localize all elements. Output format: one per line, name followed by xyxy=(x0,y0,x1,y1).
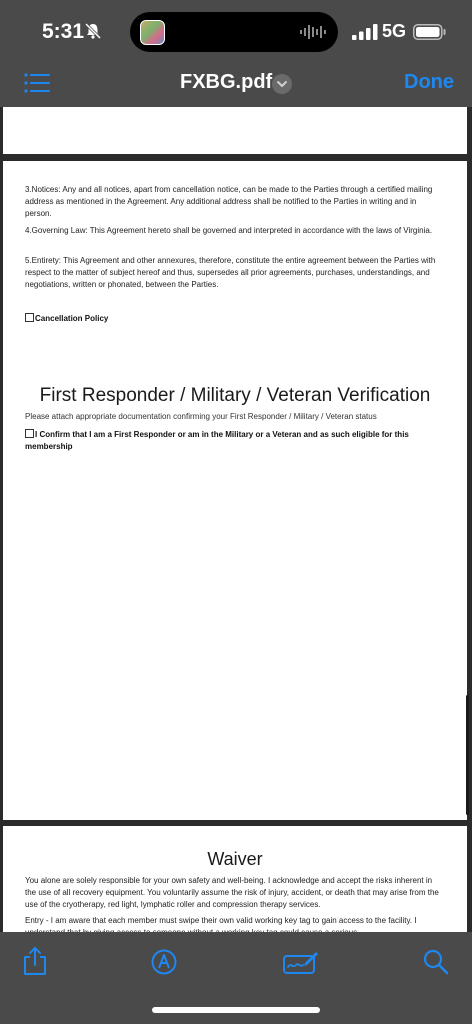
waiver-responsibility-paragraph: You alone are solely responsible for your own safety and well-being. I acknowledge and accept the risks inherent in the use of all recovery equipment. You voluntarily assume the risk of injury, accident, or death that may arise from the use of the cryotherapy, red light, lymphatic roller and compression therapy services. xyxy=(25,876,439,909)
done-button[interactable]: Done xyxy=(404,71,454,93)
search-icon[interactable] xyxy=(423,949,449,975)
waiver-entry-paragraph: Entry - I am aware that each member must swipe their own valid working key tag to gain access to the facility. I xyxy=(25,916,417,925)
entirety-paragraph: 5.Entirety: This Agreement and other annexures, therefore, constitute the entire agreement between the Parties with respect to the matter of subject hereof and thus, supersedes all prior agreements, purchases, understandings, and negotiations, written or phonated, between the Parties. xyxy=(25,256,436,289)
pdf-page-current xyxy=(3,161,467,820)
dynamic-island xyxy=(130,12,338,52)
verification-heading: First Responder / Military / Veteran Verification xyxy=(39,385,431,406)
pdf-page-next xyxy=(3,826,467,932)
confirm-status-row xyxy=(25,429,450,453)
cancellation-policy-row xyxy=(25,313,450,325)
document-title[interactable]: FXBG.pdf xyxy=(180,71,273,93)
scrollbar[interactable] xyxy=(466,695,469,815)
network-type: 5G xyxy=(382,21,407,41)
waiver-heading: Waiver xyxy=(207,849,263,869)
bell-slash-icon xyxy=(84,22,102,40)
battery-icon xyxy=(413,24,446,40)
confirm-status-checkbox[interactable] xyxy=(25,429,34,438)
waveform-icon xyxy=(300,25,326,39)
verification-instruction: Please attach appropriate documentation confirming your First Responder / Military / Veteran status xyxy=(25,412,377,421)
navigation-bar xyxy=(0,62,472,107)
governing-law-paragraph: 4.Governing Law: This Agreement hereto shall be governed and interpreted in accordance with the laws of Virginia. xyxy=(25,226,433,235)
markup-icon[interactable] xyxy=(151,949,177,975)
app-thumbnail-icon xyxy=(140,20,165,45)
status-time: 5:31 xyxy=(42,20,85,43)
cancellation-policy-checkbox[interactable] xyxy=(25,313,34,322)
notices-paragraph: 3.Notices: Any and all notices, apart from cancellation notice, can be made to the Parties through a certified mailing address as mentioned in the Agreement. Any additional address shall be notified to the Parties in writing and in person. xyxy=(25,185,433,218)
cancellation-policy-label: Cancellation Policy xyxy=(35,314,109,323)
signal-icon xyxy=(352,24,378,40)
confirm-status-label: I Confirm that I am a First Responder or am in the Military or a Veteran and as such eligible for this membership xyxy=(25,430,409,451)
home-indicator[interactable] xyxy=(152,1007,320,1013)
pdf-page-previous xyxy=(3,107,467,154)
share-icon[interactable] xyxy=(22,946,48,976)
list-icon[interactable] xyxy=(24,71,50,95)
status-bar xyxy=(0,0,472,62)
chevron-down-icon xyxy=(272,74,292,94)
title-menu-button[interactable] xyxy=(272,74,292,94)
signature-icon[interactable] xyxy=(283,949,319,975)
